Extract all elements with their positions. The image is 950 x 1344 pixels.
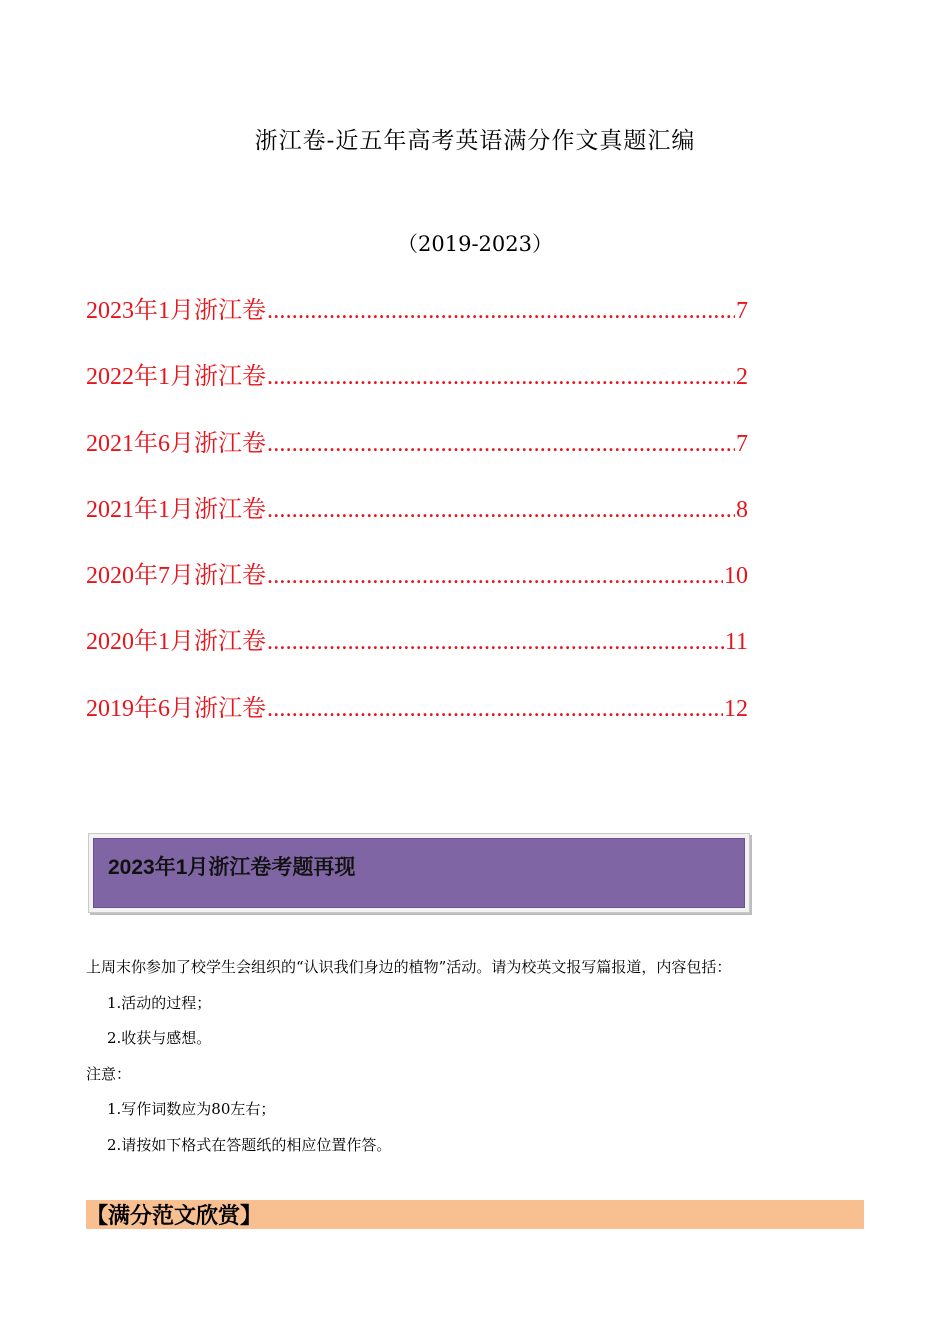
- toc-dot-leader: [267, 497, 735, 524]
- task-point: 1.活动的过程；: [107, 993, 212, 1012]
- toc-item-2020-01[interactable]: [86, 621, 748, 687]
- task-point: 2.收获与感想。: [107, 1029, 212, 1047]
- section-heading: 2023年1月浙江卷考题再现: [93, 838, 745, 908]
- document-subtitle: （2019-2023）: [397, 232, 553, 256]
- toc-item-2021-06[interactable]: [86, 423, 748, 489]
- toc-dot-leader: [267, 696, 723, 723]
- toc-dot-leader: [267, 629, 724, 656]
- toc-item-2022-01[interactable]: [86, 356, 748, 422]
- toc-item-label: 2020年7月浙江卷: [86, 563, 266, 590]
- task-prompt: 上周末你参加了校学生会组织的“认识我们身边的植物”活动。请为校英文报写篇报道，内容包括：: [86, 958, 732, 976]
- toc-page-number: 10: [724, 563, 748, 590]
- task-description: [86, 950, 866, 1163]
- toc-dot-leader: [267, 431, 735, 458]
- toc-page-number: 2: [736, 364, 748, 391]
- toc-dot-leader: [267, 364, 735, 391]
- task-note: 1.写作词数应为80左右；: [107, 1100, 276, 1118]
- toc-dot-leader: [267, 298, 735, 325]
- model-essay-banner: 【满分范文欣赏】: [86, 1200, 864, 1229]
- document-title: 浙江卷-近五年高考英语满分作文真题汇编: [254, 128, 696, 154]
- toc-page-number: 11: [724, 629, 748, 656]
- section-heading-box: [88, 833, 750, 913]
- note-label: 注意：: [86, 1064, 132, 1083]
- toc-item-label: 2021年6月浙江卷: [86, 430, 266, 457]
- toc-item-label: 2021年1月浙江卷: [86, 496, 266, 523]
- toc-dot-leader: [267, 563, 723, 590]
- table-of-contents: [86, 290, 748, 754]
- toc-item-2019-06[interactable]: [86, 688, 748, 754]
- toc-item-2023-01[interactable]: [86, 290, 748, 356]
- toc-item-2020-07[interactable]: [86, 555, 748, 621]
- toc-item-label: 2022年1月浙江卷: [86, 364, 266, 391]
- toc-page-number: 7: [736, 430, 748, 457]
- toc-item-2021-01[interactable]: [86, 489, 748, 555]
- toc-page-number: 12: [724, 695, 748, 722]
- toc-item-label: 2019年6月浙江卷: [86, 695, 266, 722]
- toc-item-label: 2023年1月浙江卷: [86, 298, 266, 324]
- toc-item-label: 2020年1月浙江卷: [86, 629, 266, 656]
- toc-page-number: 7: [736, 298, 748, 324]
- task-note: 2.请按如下格式在答题纸的相应位置作答。: [107, 1135, 392, 1154]
- toc-page-number: 8: [736, 496, 748, 523]
